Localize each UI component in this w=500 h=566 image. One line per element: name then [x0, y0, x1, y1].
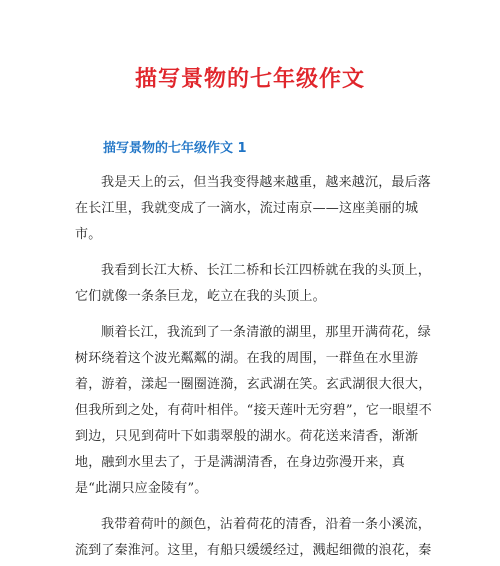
- page-title: 描写景物的七年级作文: [134, 67, 365, 92]
- paragraph-3: 顺着长江，我流到了一条清澈的湖里，那里开满荷花，绿树环绕着这个波光粼粼的湖。在我的周围，一群鱼在水里游着，游着，漾起一圈圈涟漪，玄武湖在笑。玄武湖很大很大，但我所到之处，有荷叶相伴。“接天莲叶无穷碧”，它一眼望不到边，只见到荷叶下如翡翠般的湖水。荷花送来清香，渐渐地，融到水里去了，于是满湖清香，在身边弥漫开来，真是“此湖只应金陵有”。: [75, 325, 432, 496]
- paragraph-1: 我是天上的云，但当我变得越来越重，越来越沉，最后落在长江里，我就变成了一滴水，流过南京——这座美丽的城市。: [75, 175, 432, 242]
- paragraph-4: 我带着荷叶的颜色，沾着荷花的清香，沿着一条小溪流，流到了秦淮河。这里，有船只缓缓经过，溅起细微的浪花，秦: [75, 517, 432, 558]
- paragraph-2: 我看到长江大桥、长江二桥和长江四桥就在我的头顶上，它们就像一条条巨龙，屹立在我的头顶上。: [75, 263, 432, 304]
- section-heading: 描写景物的七年级作文 1: [103, 141, 247, 156]
